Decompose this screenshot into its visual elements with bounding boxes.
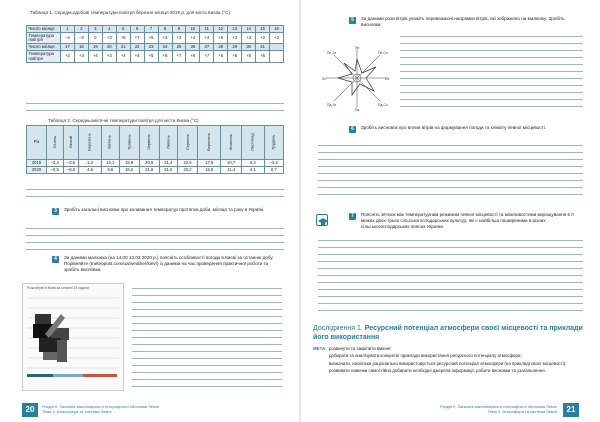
table2-caption: Таблиця 2. Середньомісячні температури повітря для міста Києва (°С) xyxy=(48,118,199,123)
rose-label-w: Зх xyxy=(322,77,326,81)
table-cell: +6 xyxy=(256,51,270,62)
goal-label: МЕТА: xyxy=(313,346,327,351)
task-4-badge: 4 xyxy=(52,256,59,263)
table-cell: 20,6 xyxy=(139,160,159,167)
table-cell: +7 xyxy=(172,51,186,62)
table-cell: +5 xyxy=(214,33,228,44)
table-row xyxy=(27,160,284,167)
task-3-text: Зробіть загальні висновки про коливання температур протягом доби, місяця та року в Україні. xyxy=(64,207,265,212)
task-5-badge: 5 xyxy=(349,17,356,24)
graduation-cap-icon xyxy=(316,214,328,226)
month-label: Серпень xyxy=(184,134,190,151)
month-label: Червень xyxy=(146,134,152,151)
table-cell: 4,1 xyxy=(242,167,265,174)
table-cell: +4 xyxy=(130,51,144,62)
table-cell: 19 xyxy=(88,44,102,51)
table-cell: 15,8 xyxy=(119,160,139,167)
table-cell: 22 xyxy=(130,44,144,51)
table1-caption: Таблиця 1. Середньодобові температури повітря березня місяця 2019 р. для міста Києва (°С) xyxy=(30,10,230,15)
table-cell: +6 xyxy=(228,51,242,62)
table-cell: 11 xyxy=(200,26,214,33)
page-number-right: 21 xyxy=(563,403,579,417)
research-title xyxy=(313,325,583,343)
table-cell: 28 xyxy=(214,44,228,51)
writing-lines xyxy=(26,228,284,256)
table-cell: 24 xyxy=(158,44,172,51)
writing-lines xyxy=(26,103,284,117)
weather-chart-graphic xyxy=(23,284,123,388)
table-cell: 15,2 xyxy=(119,167,139,174)
year-cell: 2020 xyxy=(27,167,47,174)
table-cell: +4 xyxy=(186,33,200,44)
table-cell: 3 xyxy=(88,26,102,33)
table-row xyxy=(27,33,284,44)
writing-lines xyxy=(132,288,282,393)
writing-lines xyxy=(318,145,583,201)
table-cell: –0,8 xyxy=(63,167,79,174)
table-cell: 0,7 xyxy=(264,167,283,174)
table-cell: +6 xyxy=(186,51,200,62)
month-header xyxy=(177,126,198,160)
list-item: розвинути та закріпити вміння: xyxy=(329,346,392,351)
month-label: Січень xyxy=(51,136,57,149)
weather-chart-image xyxy=(22,283,124,391)
table-cell: 4 xyxy=(102,26,116,33)
research-title-prefix: Дослідження 1. xyxy=(313,325,363,332)
table-cell: 13,1 xyxy=(101,160,119,167)
table-cell: 21,8 xyxy=(139,167,159,174)
table-cell: 6 xyxy=(130,26,144,33)
table-cell: +3 xyxy=(242,33,256,44)
left-footer xyxy=(0,403,299,417)
month-header xyxy=(221,126,242,160)
table-cell: 22,5 xyxy=(177,160,198,167)
table-cell: 21,5 xyxy=(159,167,177,174)
list-item: добирати та аналізувати конкретні приклади використання ресурсного потенціалу атмосфери; xyxy=(329,353,522,359)
month-label: Березень xyxy=(86,133,92,152)
table-cell: 8 xyxy=(158,26,172,33)
footer-line-1: Розділ ІІ. Загальні закономірності географічної оболонки Землі xyxy=(440,404,557,409)
table-cell: –3,5 xyxy=(63,160,79,167)
table-cell: 15 xyxy=(256,26,270,33)
rose-label-ne: Пн-Сх xyxy=(378,51,388,55)
month-label: Травень xyxy=(126,134,132,151)
month-header xyxy=(119,126,139,160)
month-label: Грудень xyxy=(270,134,276,150)
goal-list xyxy=(329,346,579,376)
table-cell: +6 xyxy=(214,51,228,62)
table-cell: 17 xyxy=(61,44,75,51)
table-cell: 11,4 xyxy=(221,167,242,174)
table-cell: 10 xyxy=(186,26,200,33)
rose-label-sw: Пд-Зх xyxy=(327,103,337,107)
table-cell: +2 xyxy=(256,33,270,44)
table-cell: +3 xyxy=(172,33,186,44)
table-cell: +5 xyxy=(144,33,158,44)
page-spine xyxy=(299,0,301,422)
row-label: Температура повітря xyxy=(27,33,61,44)
task-7-badge: 7 xyxy=(349,213,356,220)
table-cell: 17,5 xyxy=(198,160,221,167)
table-cell: 31 xyxy=(256,44,270,51)
footer-line-2: Тема 4. Атмосфера та системи Землі xyxy=(42,409,112,415)
rose-label-s: Пд xyxy=(355,108,360,111)
table-cell: +3 xyxy=(102,51,116,62)
table-row xyxy=(27,44,284,51)
row-label: Число місяця xyxy=(27,26,61,33)
table-cell: +3 xyxy=(102,33,116,44)
table-cell: 23,2 xyxy=(177,167,198,174)
month-label: Липень xyxy=(165,135,171,150)
month-header xyxy=(101,126,119,160)
writing-lines xyxy=(26,189,284,203)
month-header xyxy=(47,126,64,160)
research-title-text: Ресурсний потенціал атмосфери своєї місцевості та приклади його використання xyxy=(313,325,583,341)
table-cell: +3 xyxy=(270,33,284,44)
task-4-text: За даними малюнка (на 14.00 13.02.2020 р.) поясніть особливості погоди в Києві за останню добу. Порівняйте (meteopost.com/ua/weather/kiev/) із даними на час проведення практичної роботи та зробіть висновки. xyxy=(64,255,274,272)
table-cell: +2 xyxy=(61,51,75,62)
table-cell: +3 xyxy=(74,51,88,62)
left-footer-text xyxy=(42,404,159,415)
month-header xyxy=(139,126,159,160)
month-label: Листопад xyxy=(249,133,255,152)
table-cell: 9,6 xyxy=(101,167,119,174)
table-cell: 27 xyxy=(200,44,214,51)
table-cell: 30 xyxy=(242,44,256,51)
table-cell xyxy=(270,51,284,62)
table-cell: 5 xyxy=(116,26,130,33)
table-cell: 1,3 xyxy=(79,160,101,167)
table-cell: +5 xyxy=(144,51,158,62)
table-cell: –4 xyxy=(61,33,75,44)
table-cell: 20 xyxy=(102,44,116,51)
row-label: Число місяця xyxy=(27,44,61,51)
table-cell: 15,5 xyxy=(198,167,221,174)
table-cell: 2 xyxy=(74,26,88,33)
table-cell: +4 xyxy=(88,51,102,62)
table-row xyxy=(27,51,284,62)
table-cell: –0,5 xyxy=(47,167,64,174)
weather-chart-title: Роза вітрів в Києві за останні 24 години xyxy=(27,286,89,290)
writing-lines xyxy=(400,36,583,113)
table-cell: +3 xyxy=(158,33,172,44)
right-footer-text xyxy=(389,404,557,415)
table-cell: –3,2 xyxy=(264,160,283,167)
task-3-badge: 3 xyxy=(52,208,59,215)
footer-line-2: Тема 4. Атмосфера та системи Землі xyxy=(487,409,557,415)
table-cell: –3 xyxy=(74,33,88,44)
table-cell: +4 xyxy=(200,33,214,44)
month-header xyxy=(264,126,283,160)
month-header xyxy=(198,126,221,160)
rose-label-se: Пд-Сх xyxy=(378,103,388,107)
table-cell: 14 xyxy=(242,26,256,33)
table-cell: 0,3 xyxy=(242,160,265,167)
month-header xyxy=(63,126,79,160)
writing-lines xyxy=(318,240,583,317)
table-cell: 21 xyxy=(116,44,130,51)
table-row xyxy=(27,26,284,33)
year-cell: 2015 xyxy=(27,160,47,167)
table-cell: +7 xyxy=(130,33,144,44)
month-label: Лютий xyxy=(67,136,73,149)
table-cell: +7 xyxy=(200,51,214,62)
table-cell: +3 xyxy=(228,33,242,44)
year-header: Рік xyxy=(27,126,47,160)
table-cell: 29 xyxy=(228,44,242,51)
month-label: Жовтень xyxy=(228,134,234,151)
table-cell: 10,7 xyxy=(221,160,242,167)
list-item: розвивати навички самостійно добирати необхідні джерела інформації, робити висновки та узагальнення. xyxy=(329,368,546,374)
table-cell: 0 xyxy=(88,33,102,44)
month-header xyxy=(159,126,177,160)
rose-label-e: Сх xyxy=(385,77,390,81)
row-label: Температура повітря xyxy=(27,51,61,62)
page-number-left: 20 xyxy=(22,403,38,417)
task-7-text: Поясніть зв'язок між температурним режимом певної місцевості та можливостями вирощування в її межах двох-трьох сільськогосподарських культур, які є найбільш поширеними в різних сільськогосподарських поясах України. xyxy=(361,212,574,229)
rose-label-nw: Пн-Зх xyxy=(327,51,337,55)
right-footer xyxy=(301,403,600,417)
table-cell: –3,4 xyxy=(47,160,64,167)
list-item: визначати, наскільки раціонально використовується ресурсний потенціал атмосфери (на прикладі своєї місцевості); xyxy=(329,360,567,366)
task-6-badge: 6 xyxy=(349,126,356,133)
table-cell: 9 xyxy=(172,26,186,33)
table-cell: 25 xyxy=(172,44,186,51)
table-cell: +4 xyxy=(116,51,130,62)
table-cell: 13 xyxy=(228,26,242,33)
rose-label-n: Пн xyxy=(355,46,360,50)
table-cell: 7 xyxy=(144,26,158,33)
table-cell: 23 xyxy=(144,44,158,51)
month-label: Квітень xyxy=(107,135,113,150)
table-cell: 18 xyxy=(74,44,88,51)
table-cell: +6 xyxy=(158,51,172,62)
table-cell: 4,5 xyxy=(79,167,101,174)
wind-rose-diagram xyxy=(322,45,392,111)
table-cell: 1 xyxy=(61,26,75,33)
table-cell: 16 xyxy=(270,26,284,33)
table-cell: +5 xyxy=(116,33,130,44)
table-cell: +5 xyxy=(242,51,256,62)
task-5-text: За даними рози вітрів укажіть переважаючі напрямки вітрів, які зображено на малюнку. Зробіть висновки. xyxy=(361,16,565,27)
footer-line-1: Розділ ІІ. Загальні закономірності географічної оболонки Землі xyxy=(42,404,159,409)
table2 xyxy=(26,125,284,174)
table-row xyxy=(27,167,284,174)
table-cell xyxy=(270,44,284,51)
task-6-text: Зробіть висновок про вплив вітрів на формування погоди та клімату певної місцевості. xyxy=(361,125,547,130)
table-cell: 12 xyxy=(214,26,228,33)
month-header xyxy=(242,126,265,160)
table1 xyxy=(26,25,284,63)
month-header xyxy=(79,126,101,160)
table-cell: 26 xyxy=(186,44,200,51)
table-cell: 21,4 xyxy=(159,160,177,167)
month-label: Вересень xyxy=(206,133,212,152)
